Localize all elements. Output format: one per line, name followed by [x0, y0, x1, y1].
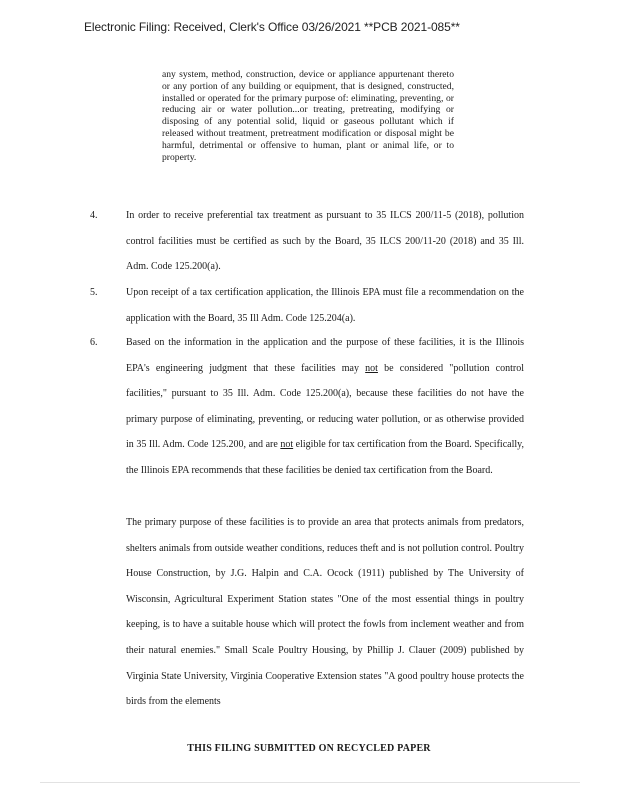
paragraph-6-emphasis-2: not: [280, 439, 294, 451]
paragraph-number-4: 4.: [90, 210, 98, 221]
paragraph-5: Upon receipt of a tax certification application, the Illinois EPA must file a recommendation on the application with the Board, 35 Ill Adm. Code 125.204(a).: [126, 287, 524, 324]
paragraph-4: In order to receive preferential tax treatment as pursuant to 35 ILCS 200/11-5 (2018), pollution control facilities must be certified as such by the Board, 35 ILCS 200/11-20 (2018) and 35 Ill. Adm. Code 125.200(a).: [126, 210, 524, 273]
recycled-paper-footer: THIS FILING SUBMITTED ON RECYCLED PAPER: [187, 743, 431, 754]
paragraph-6-text-3: eligible for tax certification from the Board. Specifically, the Illinois EPA recommends that these facilities be denied tax certification from the Board.: [126, 439, 524, 476]
paragraph-number-6: 6.: [90, 337, 98, 348]
paragraph-6-emphasis-1: not: [365, 362, 378, 374]
scan-edge-line: [40, 782, 580, 783]
paragraph-number-5: 5.: [90, 287, 98, 298]
paragraph-6-text-2: be considered "pollution control facilities," pursuant to 35 Ill. Adm. Code 125.200(a), because these facilities do not have the primary purpose of eliminating, preventing, or reducing water pollution, or as otherwise provided in 35 Ill. Adm. Code 125.200, and are: [126, 362, 524, 451]
paragraph-6-text-1: Based on the information in the application and the purpose of these facilities, it is the Illinois EPA's engineering judgment that these facilities may: [126, 337, 524, 374]
definition-quote: any system, method, construction, device or appliance appurtenant thereto or any portion of any building or equipment, that is designed, constructed, installed or operated for the primary purpose of: eliminating, preventing, or reducing air or water pollution...or treating, pretreating, modifying or disposing of any potential solid, liquid or gaseous pollutant which if released without treatment, pretreatment modification or disposal might be harmful, detrimental or offensive to human, plant or animal life, or to property.: [162, 69, 454, 163]
body-paragraph: The primary purpose of these facilities is to provide an area that protects animals from predators, shelters animals from outside weather conditions, reduces theft and is not pollution control. Poultry House Construction, by J.G. Halpin and C.A. Ocock (1911) published by The University of Wisconsin, Agricultural Experiment Station states "One of the most essential things in poultry keeping, is to have a suitable house which will protect the fowls from inclement weather and from their natural enemies." Small Scale Poultry Housing, by Phillip J. Clauer (2009) published by Virginia State University, Virginia Cooperative Extension states "A good poultry house protects the birds from the elements: [126, 517, 524, 708]
paragraph-6: [126, 330, 524, 484]
filing-header: Electronic Filing: Received, Clerk's Office 03/26/2021 **PCB 2021-085**: [84, 20, 460, 34]
